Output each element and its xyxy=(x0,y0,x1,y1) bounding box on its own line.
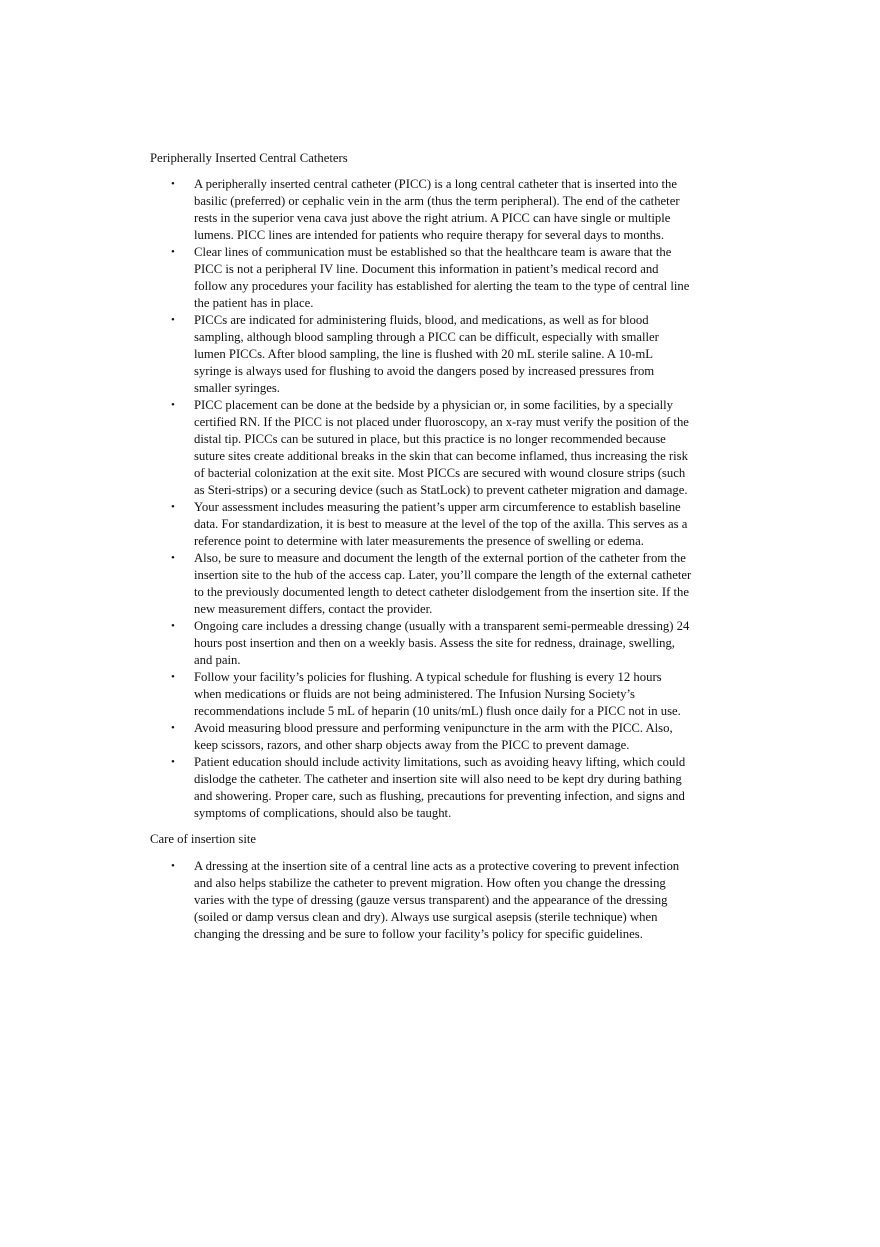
bullet-text-line: when medications or fluids are not being administered. The Infusion Nursing Society’s xyxy=(194,687,635,701)
bullet-text-line: recommendations include 5 mL of heparin (10 units/mL) flush once daily for a PICC not in use. xyxy=(194,704,681,718)
bullet-text-line: follow any procedures your facility has established for alerting the team to the type of central line xyxy=(194,279,690,293)
list-item xyxy=(0,754,691,822)
bullet-icon: • xyxy=(171,552,175,564)
bullet-text-line: A dressing at the insertion site of a central line acts as a protective covering to prevent infection xyxy=(194,859,680,873)
bullet-text-line: sampling, although blood sampling through a PICC can be difficult, especially with smaller xyxy=(194,330,659,344)
bullet-text-line: PICCs are indicated for administering fluids, blood, and medications, as well as for blood xyxy=(194,313,649,327)
bullet-text-line: symptoms of complications, should also be taught. xyxy=(194,806,452,820)
bullet-text-line: certified RN. If the PICC is not placed under fluoroscopy, an x-ray must verify the position of the xyxy=(194,415,689,429)
list-item xyxy=(0,669,691,720)
list-item xyxy=(0,618,691,669)
bullet-text-line: PICC placement can be done at the bedside by a physician or, in some facilities, by a specially xyxy=(194,398,674,412)
bullet-text-line: suture sites create additional breaks in the skin that can become inflamed, thus increasing the risk xyxy=(194,449,688,463)
bullet-text-line: as Steri-strips) or a securing device (such as StatLock) to prevent catheter migration and damage. xyxy=(194,483,688,497)
bullet-text-line: the patient has in place. xyxy=(194,296,314,310)
bullet-icon: • xyxy=(171,756,175,768)
bullet-text-line: lumen PICCs. After blood sampling, the line is flushed with 20 mL sterile saline. A 10-mL xyxy=(194,347,654,361)
bullet-text-line: A peripherally inserted central catheter (PICC) is a long central catheter that is inserted into the xyxy=(194,177,678,191)
bullet-text-line: smaller syringes. xyxy=(194,381,280,395)
bullet-text-line: Your assessment includes measuring the patient’s upper arm circumference to establish baseline xyxy=(194,500,681,514)
bullet-text-line: changing the dressing and be sure to follow your facility’s policy for specific guidelines. xyxy=(194,927,643,941)
bullet-list xyxy=(0,176,691,822)
bullet-icon: • xyxy=(171,246,175,258)
bullet-text-line: data. For standardization, it is best to measure at the level of the top of the axilla. This serves as a xyxy=(194,517,688,531)
bullet-list xyxy=(0,858,679,943)
bullet-text-line: lumens. PICC lines are intended for patients who require therapy for several days to months. xyxy=(194,228,665,242)
bullet-text-line: Clear lines of communication must be established so that the healthcare team is aware that the xyxy=(194,245,672,259)
bullet-text-line: and pain. xyxy=(194,653,241,667)
bullet-text-line: keep scissors, razors, and other sharp objects away from the PICC to prevent damage. xyxy=(194,738,630,752)
bullet-icon: • xyxy=(171,178,175,190)
bullet-text-line: and also helps stabilize the catheter to prevent migration. How often you change the dressing xyxy=(194,876,666,890)
list-item xyxy=(0,499,691,550)
bullet-text-line: Also, be sure to measure and document the length of the external portion of the catheter from the xyxy=(194,551,686,565)
bullet-text-line: new measurement differs, contact the provider. xyxy=(194,602,433,616)
bullet-text-line: and showering. Proper care, such as flushing, precautions for preventing infection, and signs and xyxy=(194,789,685,803)
bullet-text-line: Avoid measuring blood pressure and performing venipuncture in the arm with the PICC. Also, xyxy=(194,721,673,735)
bullet-text-line: distal tip. PICCs can be sutured in place, but this practice is no longer recommended because xyxy=(194,432,666,446)
bullet-icon: • xyxy=(171,399,175,411)
bullet-text-line: Patient education should include activity limitations, such as avoiding heavy lifting, which could xyxy=(194,755,686,769)
bullet-icon: • xyxy=(171,722,175,734)
bullet-icon: • xyxy=(171,501,175,513)
bullet-text-line: rests in the superior vena cava just above the right atrium. A PICC can have single or multiple xyxy=(194,211,671,225)
bullet-text-line: insertion site to the hub of the access cap. Later, you’ll compare the length of the external catheter xyxy=(194,568,692,582)
list-item xyxy=(0,720,691,754)
list-item xyxy=(0,176,691,244)
bullet-text-line: dislodge the catheter. The catheter and insertion site will also need to be kept dry during bathing xyxy=(194,772,682,786)
section-heading: Peripherally Inserted Central Catheters xyxy=(150,151,348,165)
bullet-icon: • xyxy=(171,314,175,326)
bullet-text-line: hours post insertion and then on a weekly basis. Assess the site for redness, drainage, swelling, xyxy=(194,636,675,650)
bullet-text-line: of bacterial colonization at the exit site. Most PICCs are secured with wound closure strips (such xyxy=(194,466,686,480)
bullet-text-line: syringe is always used for flushing to avoid the dangers posed by increased pressures from xyxy=(194,364,655,378)
bullet-text-line: basilic (preferred) or cephalic vein in the arm (thus the term peripheral). The end of the catheter xyxy=(194,194,680,208)
list-item xyxy=(0,550,691,618)
bullet-text-line: to the previously documented length to detect catheter dislodgement from the insertion site. If the xyxy=(194,585,690,599)
bullet-text-line: Follow your facility’s policies for flushing. A typical schedule for flushing is every 12 hours xyxy=(194,670,662,684)
list-item xyxy=(0,312,691,397)
bullet-text-line: varies with the type of dressing (gauze versus transparent) and the appearance of the dressing xyxy=(194,893,668,907)
bullet-text-line: reference point to determine with later measurements the presence of swelling or edema. xyxy=(194,534,644,548)
list-item xyxy=(0,858,679,943)
bullet-icon: • xyxy=(171,671,175,683)
list-item xyxy=(0,244,691,312)
bullet-icon: • xyxy=(171,620,175,632)
bullet-text-line: Ongoing care includes a dressing change (usually with a transparent semi-permeable dressing) 24 xyxy=(194,619,690,633)
list-item xyxy=(0,397,691,499)
bullet-text-line: (soiled or damp versus clean and dry). Always use surgical asepsis (sterile technique) when xyxy=(194,910,658,924)
bullet-text-line: PICC is not a peripheral IV line. Document this information in patient’s medical record and xyxy=(194,262,659,276)
bullet-icon: • xyxy=(171,860,175,872)
section-heading: Care of insertion site xyxy=(150,832,257,846)
